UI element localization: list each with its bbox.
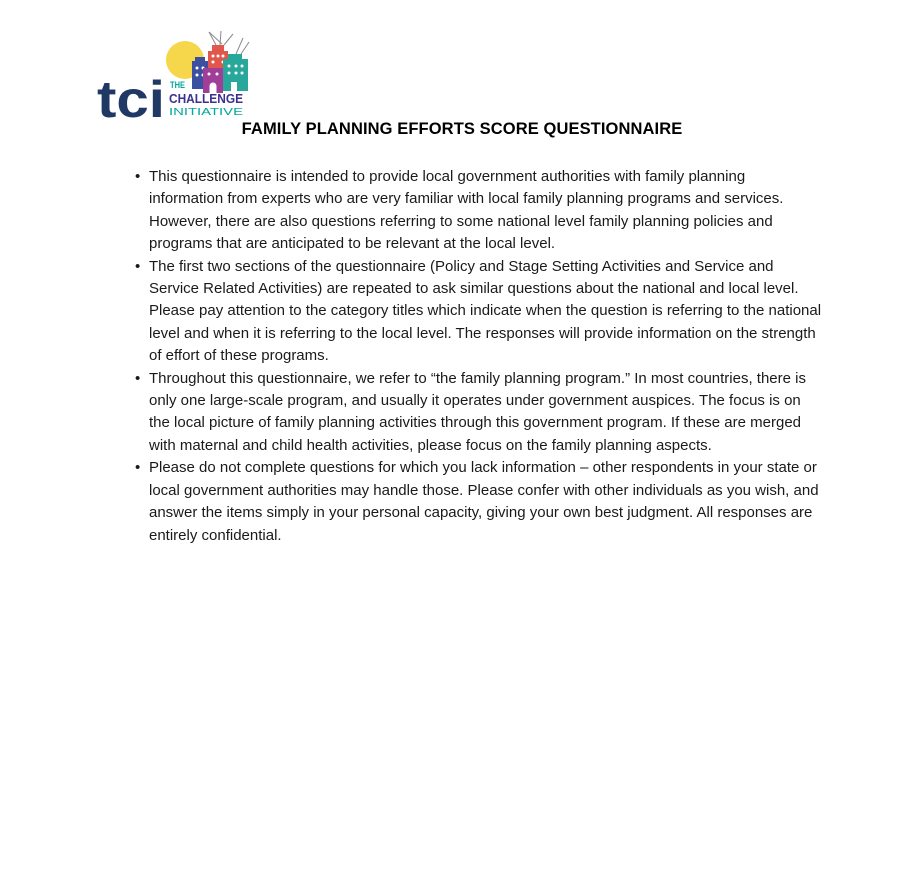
- logo-initiative-text: INITIATIVE: [169, 106, 243, 118]
- logo-tci-text: tci: [97, 71, 165, 122]
- logo-the-text: THE: [170, 80, 185, 90]
- logo-challenge-text: CHALLENGE: [169, 91, 244, 106]
- bullet-item: [135, 166, 823, 256]
- building-teal: [223, 54, 248, 91]
- bullet-item: [135, 368, 823, 458]
- bullet-item: [135, 256, 823, 368]
- bullet-text: The first two sections of the questionnaire (Policy and Stage Setting Activities and Service and Service Related Activities) are repeated to ask similar questions about the national and local level. Please pay attention to the category titles which indicate when the question is referring to the national level and when it is referring to the local level. The responses will provide information on the strength of effort of these programs.: [149, 257, 822, 365]
- tci-logo: [96, 30, 256, 122]
- bullet-text: Throughout this questionnaire, we refer to “the family planning program.” In most countries, there is only one large-scale program, and usually it operates under government auspices. The focus is on the local picture of family planning activities through this government program. If these are merged with maternal and child health activities, please focus on the family planning aspects.: [149, 369, 806, 454]
- building-magenta: [203, 68, 223, 93]
- page-title: FAMILY PLANNING EFFORTS SCORE QUESTIONNAIRE: [241, 120, 683, 138]
- bullet-text: This questionnaire is intended to provide local government authorities with family planning information from experts who are very familiar with local family planning programs and services. However, there are also questions referring to some national level family planning policies and programs that are anticipated to be relevant at the local level.: [149, 168, 784, 253]
- tci-logo-graphic: [96, 30, 256, 122]
- intro-bullet-list: [135, 166, 823, 547]
- bullet-item: [135, 457, 823, 547]
- bullet-text: Please do not complete questions for which you lack information – other respondents in your state or local government authorities may handle those. Please confer with other individuals as you wish, and answer the items simply in your personal capacity, giving your own best judgment. All responses are entirely confidential.: [149, 459, 819, 544]
